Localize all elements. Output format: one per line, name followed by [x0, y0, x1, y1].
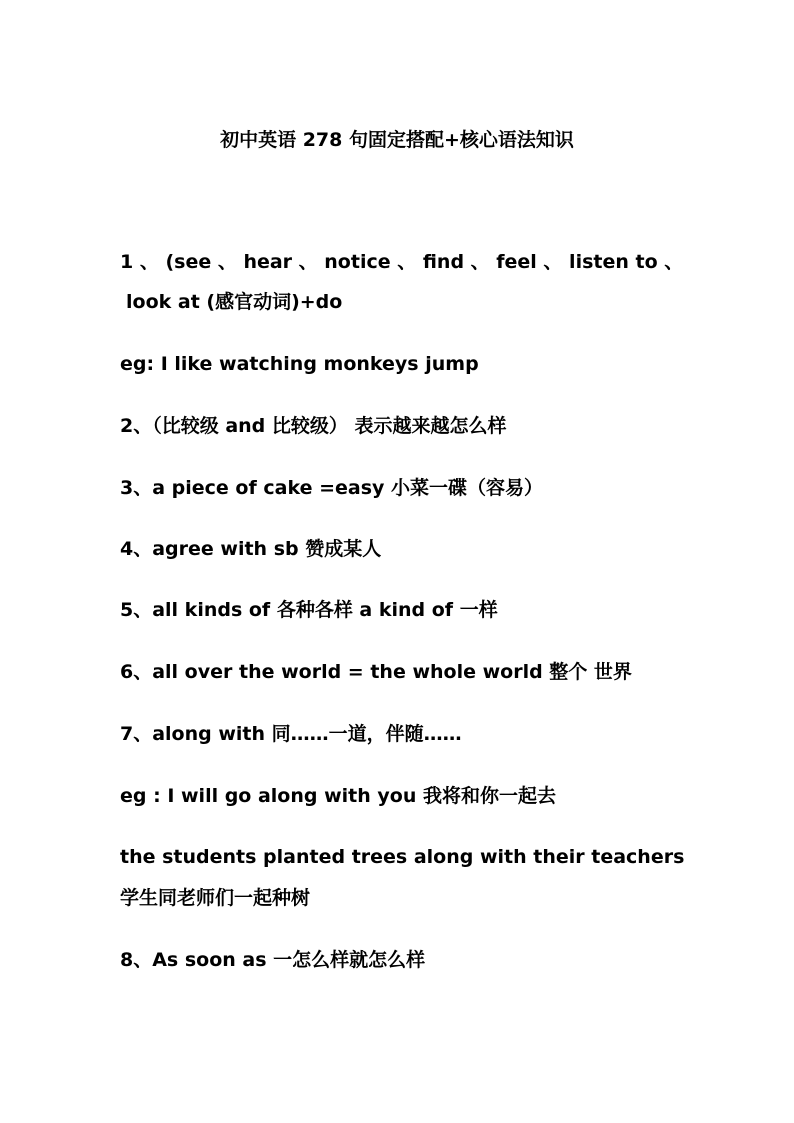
page-title: 初中英语 278 句固定搭配+核心语法知识 — [220, 129, 574, 151]
text-line: 1 、 (see 、 hear 、 notice 、 find 、 feel 、 listen to 、 — [120, 251, 684, 273]
text-line: 7、along with 同……一道，伴随…… — [120, 723, 462, 745]
text-line: 3、a piece of cake =easy 小菜一碟（容易） — [120, 477, 544, 499]
text-line: eg : I will go along with you 我将和你一起去 — [120, 785, 556, 807]
text-line: 2、（比较级 and 比较级） 表示越来越怎么样 — [120, 415, 507, 437]
text-line: look at (感官动词)+do — [126, 291, 343, 313]
text-line: the students planted trees along with their teachers — [120, 846, 685, 868]
text-line: 6、all over the world = the whole world 整个 世界 — [120, 661, 632, 683]
text-line: eg: I like watching monkeys jump — [120, 353, 479, 375]
text-line: 8、As soon as 一怎么样就怎么样 — [120, 949, 426, 971]
text-line: 学生同老师们一起种树 — [120, 887, 311, 909]
text-line: 4、agree with sb 赞成某人 — [120, 538, 382, 560]
text-line: 5、all kinds of 各种各样 a kind of 一样 — [120, 599, 498, 621]
